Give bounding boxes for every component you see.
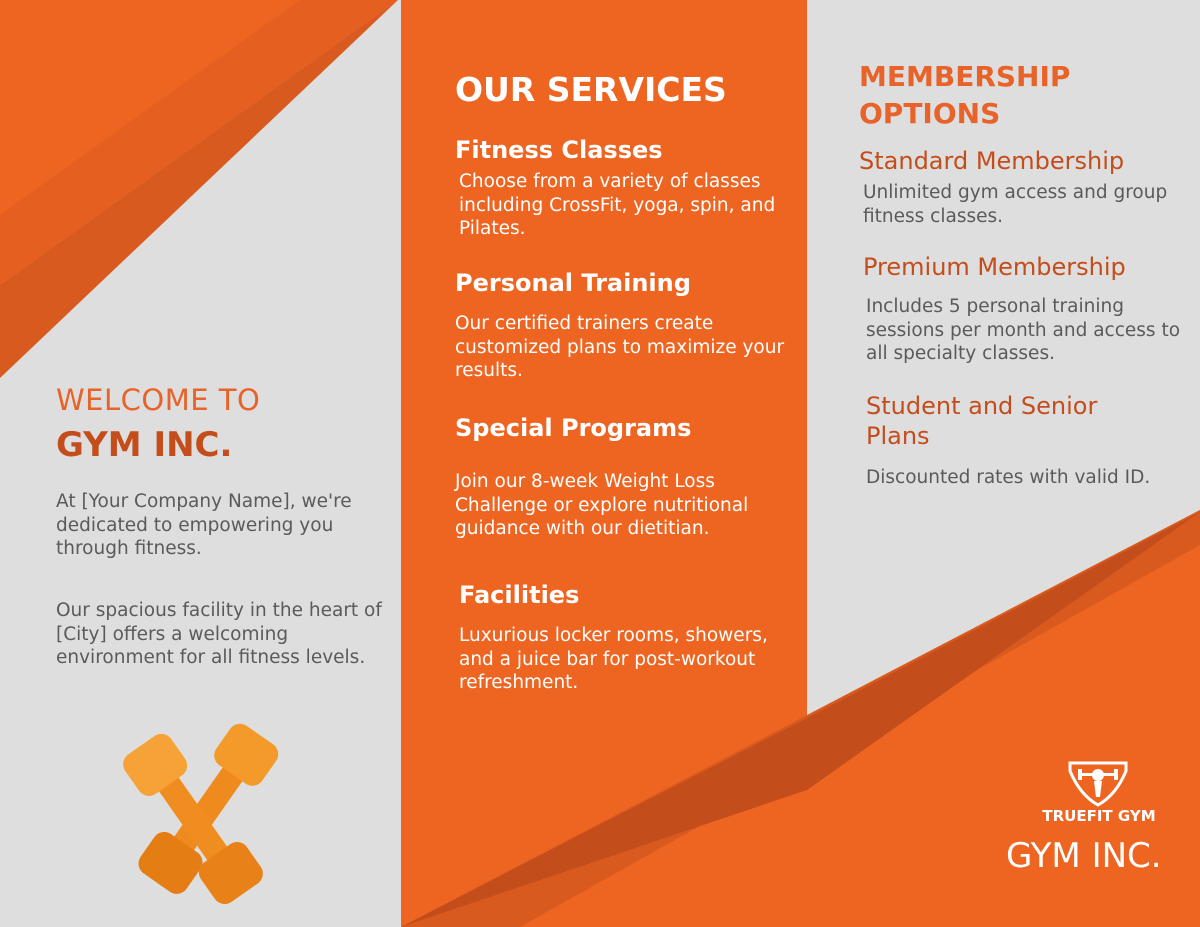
welcome-heading: WELCOME TO — [56, 383, 261, 417]
membership-title: MEMBERSHIP OPTIONS — [859, 60, 1071, 130]
brand-name: GYM INC. — [1006, 836, 1162, 876]
service-heading-personal-training: Personal Training — [455, 269, 691, 297]
service-body-personal-training: Our certified trainers create customized plans to maximize your results. — [455, 313, 785, 381]
membership-body-premium: Includes 5 personal training sessions per month and access to all specialty classes. — [866, 296, 1181, 364]
service-body-fitness-classes: Choose from a variety of classes including CrossFit, yoga, spin, and Pilates. — [459, 171, 776, 239]
membership-body-student-senior: Discounted rates with valid ID. — [866, 467, 1151, 488]
dumbbells-image — [100, 710, 300, 910]
services-title: OUR SERVICES — [455, 70, 727, 109]
logo-text: TRUEFIT GYM — [1042, 807, 1156, 825]
company-name-heading: GYM INC. — [56, 425, 233, 465]
barbell-shield-icon — [1066, 757, 1130, 807]
intro-paragraph: At [Your Company Name], we're dedicated to empowering you through fitness. — [56, 491, 352, 559]
membership-heading-student-senior: Student and Senior Plans — [866, 392, 1098, 450]
service-heading-special-programs: Special Programs — [455, 414, 692, 442]
service-heading-fitness-classes: Fitness Classes — [455, 136, 663, 164]
membership-heading-premium: Premium Membership — [863, 253, 1126, 281]
membership-heading-standard: Standard Membership — [859, 147, 1125, 175]
membership-body-standard: Unlimited gym access and group fitness classes. — [863, 182, 1168, 227]
facility-paragraph: Our spacious facility in the heart of [City] offers a welcoming environment for all fitness levels. — [56, 600, 382, 668]
service-body-facilities: Luxurious locker rooms, showers, and a juice bar for post-workout refreshment. — [459, 625, 768, 693]
service-heading-facilities: Facilities — [459, 581, 580, 609]
service-body-special-programs: Join our 8-week Weight Loss Challenge or explore nutritional guidance with our dietitian. — [455, 471, 749, 539]
